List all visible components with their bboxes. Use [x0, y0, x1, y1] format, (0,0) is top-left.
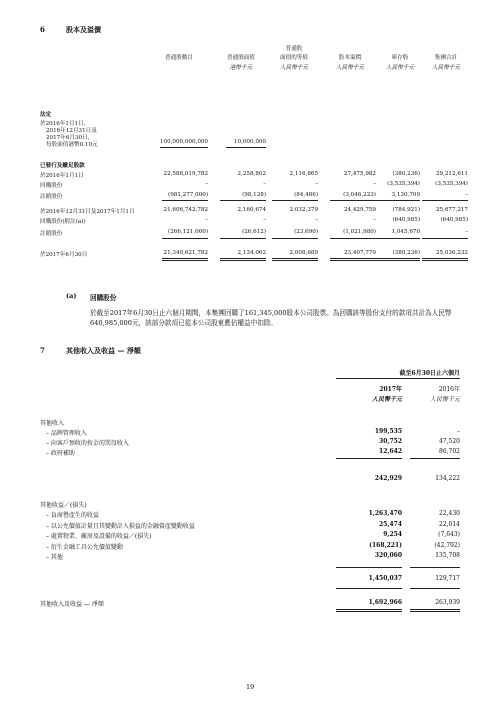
table-cell: 27,475,982 [343, 171, 376, 177]
gains-total-rule-2017 [336, 588, 402, 589]
unit-2017: 人民幣千元 [371, 396, 402, 403]
table-row-label: 於2016年1月1日 [40, 173, 84, 179]
list-item-label: – 負商譽產生的收益 [46, 512, 99, 519]
list-item-label: – 政府補助 [46, 450, 75, 457]
column-unit-4: 人民幣千元 [386, 65, 414, 71]
table-cell: – [373, 181, 376, 187]
table-cell: 22,588,019,782 [163, 171, 208, 177]
table-cell: – [465, 192, 468, 198]
table-rule [330, 258, 376, 261]
list-item-label: – 衍生金融工具公允價值變動 [46, 543, 123, 551]
column-header-5: 集團合計 [434, 55, 458, 61]
authorised-shares-value: 100,000,000,000 [159, 139, 208, 145]
income-total-2016: 134,222 [435, 475, 460, 482]
table-cell: (981,277,000) [168, 192, 208, 198]
list-item-label: – 以公允價值計量且其變動計入損益的金融資產變動收益 [46, 522, 195, 530]
table-cell: (380,236) [392, 171, 420, 177]
list-item-2017: 25,474 [379, 520, 402, 528]
page-number: 19 [246, 683, 255, 691]
table-cell: 2,032,379 [289, 207, 318, 213]
table-rule [374, 238, 420, 239]
column-header-2: 面值的等值 [280, 55, 308, 61]
list-item-2017: 9,254 [383, 531, 402, 538]
table-cell: – [315, 181, 318, 187]
gains-total-rule-2016 [410, 588, 460, 589]
authorised-line: 於2016年1月1日， [40, 121, 90, 127]
period-header-rule [336, 378, 460, 379]
table-cell: (98,128) [242, 192, 266, 198]
table-cell: 25,036,232 [435, 250, 468, 256]
table-cell: (3,046,223) [343, 192, 376, 198]
list-item-2016: 22,430 [439, 510, 460, 517]
gains-rule-2017 [336, 567, 402, 568]
list-item-2016: (7,643) [438, 531, 460, 538]
net-double-rule-2017 [336, 609, 402, 612]
table-cell: 1,045,670 [391, 229, 420, 235]
table-cell: 2,258,802 [237, 171, 266, 177]
table-cell: (26,612) [242, 229, 266, 235]
list-item-2016: 86,702 [439, 448, 460, 455]
column-2016: 2016年 [438, 386, 460, 393]
authorised-line: 2017年6月30日， [46, 135, 94, 141]
table-cell: – [465, 229, 468, 235]
table-cell: (266,121,000) [168, 229, 208, 235]
net-double-rule-2016 [410, 609, 460, 612]
list-item-2017: 12,642 [379, 448, 402, 455]
list-item-2016: 22,014 [439, 520, 460, 528]
authorised-line: 每股面值港幣0.10元 [46, 142, 98, 148]
table-cell: (23,690) [294, 229, 318, 235]
table-cell: 25,677,217 [435, 207, 468, 213]
table-cell: (784,921) [392, 207, 420, 213]
note-a-label: (a) [66, 292, 77, 300]
list-item-2017: 199,535 [374, 428, 402, 435]
list-item-2016: 135,708 [435, 552, 460, 559]
table-cell: – [373, 217, 376, 223]
list-item-2017: (168,221) [369, 541, 402, 549]
table-rule [220, 238, 266, 239]
table-cell: – [263, 181, 266, 187]
section-number: 6 [40, 25, 45, 34]
table-row-label: 回購股份 [40, 183, 63, 189]
list-item-label: – 向客戶預收的按金的罰沒收入 [46, 440, 129, 447]
column-unit-5: 人民幣千元 [432, 65, 460, 71]
column-header-1: 普通股面值 [227, 55, 255, 61]
unit-2016: 人民幣千元 [429, 396, 460, 403]
income-rule-2016 [410, 458, 460, 459]
table-rule [330, 238, 376, 239]
authorised-line: 2016年12月31日及 [46, 128, 97, 134]
table-rule [162, 238, 208, 239]
table-rule [272, 238, 318, 239]
list-item-label: – 品牌管理收入 [46, 430, 87, 437]
section-7-number: 7 [40, 346, 45, 355]
table-rule [272, 200, 318, 201]
income-total-2017: 242,929 [374, 475, 402, 482]
authorised-underline-1 [160, 147, 208, 148]
table-rule [220, 258, 266, 261]
other-gains-heading: 其他收益／(損失) [40, 502, 87, 509]
table-rule [422, 258, 468, 261]
authorised-par-value: 10,000,000 [233, 139, 266, 145]
table-row-label: 於2016年12月31日及2017年1月1日 [40, 209, 135, 215]
table-cell: (1,021,980) [343, 229, 376, 235]
table-cell: (640,985) [440, 217, 468, 223]
column-header-0: 普通股數目 [165, 55, 193, 61]
table-rule [422, 238, 468, 239]
column-header-2: 普通股 [285, 46, 303, 52]
authorised-underline-2 [226, 147, 266, 148]
list-item-2017: 1,263,470 [368, 510, 402, 517]
table-cell: (3,535,394) [387, 181, 420, 187]
list-item-2016: 47,520 [439, 438, 460, 445]
column-unit-3: 人民幣千元 [336, 65, 364, 71]
list-item-2017: 30,752 [379, 438, 402, 445]
net-2016: 263,939 [435, 599, 460, 606]
other-income-heading: 其他收入 [40, 420, 65, 427]
column-2017: 2017年 [379, 386, 402, 393]
list-item-label: – 處置物業、廠房及設備的收益／(損失) [46, 533, 152, 540]
table-cell: (84,486) [294, 192, 318, 198]
column-header-4: 庫存股 [391, 55, 409, 61]
table-cell: – [315, 217, 318, 223]
table-cell: 2,008,689 [289, 250, 318, 256]
table-cell: 2,134,062 [237, 250, 266, 256]
table-row-label: 註銷股份 [40, 194, 63, 200]
table-cell: – [205, 217, 208, 223]
list-item-label: – 其他 [46, 554, 63, 561]
section-7-title: 其他收入及收益 — 淨額 [66, 346, 141, 355]
table-rule [422, 200, 468, 201]
list-item-2017: 320,060 [374, 552, 402, 559]
gains-rule-2016 [410, 567, 460, 568]
net-label: 其他收入及收益 — 淨額 [40, 601, 104, 608]
section-title: 股本及溢價 [66, 25, 101, 34]
table-cell: 2,116,865 [289, 171, 318, 177]
gains-total-2016: 129,717 [435, 575, 460, 582]
table-cell: 23,407,779 [343, 250, 376, 256]
table-row-label: 註銷股份 [40, 231, 63, 237]
table-cell: (3,535,394) [435, 181, 468, 187]
authorised-heading: 法定 [40, 112, 52, 118]
table-cell: 21,606,742,782 [163, 207, 208, 213]
net-2017: 1,692,966 [368, 599, 402, 606]
note-a-title: 回購股份 [90, 294, 117, 302]
table-cell: 3,130,709 [391, 192, 420, 198]
table-rule [162, 200, 208, 201]
table-cell: 29,212,611 [435, 171, 468, 177]
table-rule [162, 258, 208, 261]
income-rule-2017 [336, 458, 402, 459]
table-cell: (640,985) [392, 217, 420, 223]
table-cell: 24,429,759 [343, 207, 376, 213]
column-header-3: 股本溢價 [338, 55, 362, 61]
column-unit-2: 人民幣千元 [280, 65, 308, 71]
table-rule [374, 258, 420, 261]
table-cell: 2,160,674 [237, 207, 266, 213]
table-cell: 21,340,621,782 [163, 250, 208, 256]
gains-total-2017: 1,450,037 [368, 575, 402, 582]
table-cell: – [205, 181, 208, 187]
table-rule [330, 200, 376, 201]
table-rule [374, 200, 420, 201]
note-a-text: 於截至2017年6月30日止六個月期間，本集團回購了161,345,000股本公司股票。為回購該等股份支付的款項共計為人民幣640,985,000元，該部分款項已從本公司股東應佔權益中扣除。 [90, 309, 452, 327]
issued-heading: 已發行及繳足股款 [40, 163, 85, 169]
table-rule [272, 258, 318, 261]
list-item-2016: – [457, 428, 460, 435]
table-rule [220, 200, 266, 201]
period-header: 截至6月30日止六個月 [399, 370, 460, 377]
table-cell: – [263, 217, 266, 223]
table-row-label: 回購股份(附註(a)) [40, 219, 86, 225]
column-unit-1: 港幣千元 [229, 65, 253, 71]
list-item-2016: (42,792) [434, 541, 460, 549]
table-row-label: 於2017年6月30日 [40, 252, 88, 258]
table-cell: (380,236) [392, 250, 420, 256]
